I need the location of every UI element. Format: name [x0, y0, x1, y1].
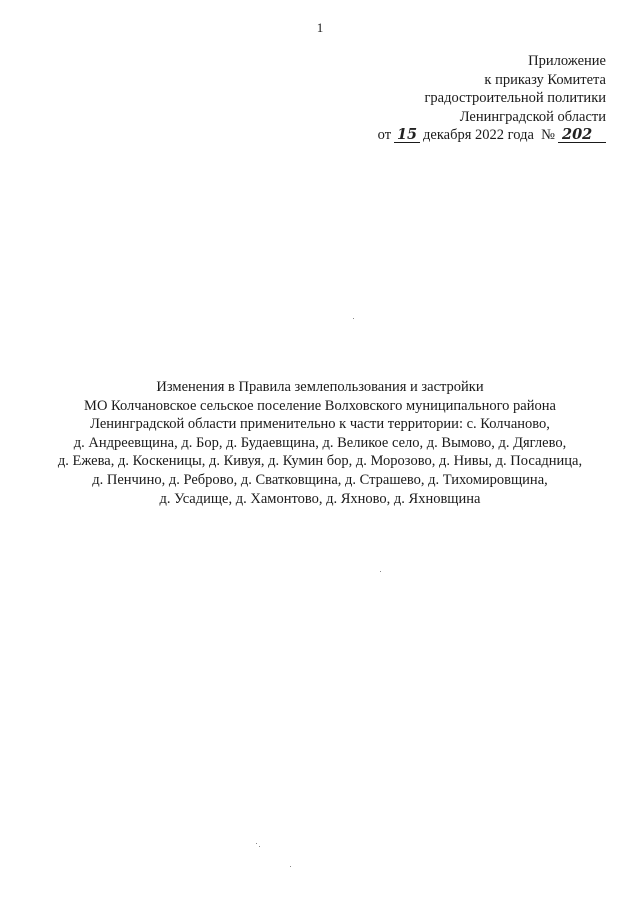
order-number-sign: № [541, 127, 555, 143]
scan-speck [290, 866, 291, 867]
page-number: 1 [316, 20, 324, 35]
order-month-year: декабря 2022 года [423, 127, 534, 143]
order-day-handwritten: 15 [394, 128, 420, 143]
scan-speck [256, 843, 257, 844]
scan-speck [353, 318, 354, 319]
order-number-handwritten: 202 [558, 128, 606, 143]
title-line: д. Андреевщина, д. Бор, д. Будаевщина, д. Великое село, д. Вымово, д. Дяглево, [73, 434, 567, 451]
title-line: Ленинградской области применительно к части территории: с. Колчаново, [90, 416, 550, 433]
annex-block [378, 52, 606, 145]
order-date-prefix: от [377, 127, 392, 143]
annex-committee-name: градостроительной политики [424, 90, 606, 106]
order-date-number-line [378, 126, 606, 145]
scan-speck [259, 846, 260, 847]
title-line: МО Колчановское сельское поселение Волховского муниципального района [84, 397, 556, 414]
title-line: Изменения в Правила землепользования и застройки [156, 379, 484, 395]
annex-order-reference: к приказу Комитета [484, 71, 606, 88]
scan-speck [380, 571, 381, 572]
annex-heading: Приложение [528, 53, 606, 69]
annex-region-name: Ленинградской области [459, 108, 606, 125]
title-line: д. Усадище, д. Хамонтово, д. Яхново, д. Яхновщина [159, 490, 481, 507]
title-line: д. Ежева, д. Коскеницы, д. Кивуя, д. Кумин бор, д. Морозово, д. Нивы, д. Посадница, [57, 453, 583, 470]
title-line: д. Пенчино, д. Реброво, д. Сватковщина, д. Страшево, д. Тихомировщина, [92, 471, 548, 488]
document-title [0, 378, 640, 508]
